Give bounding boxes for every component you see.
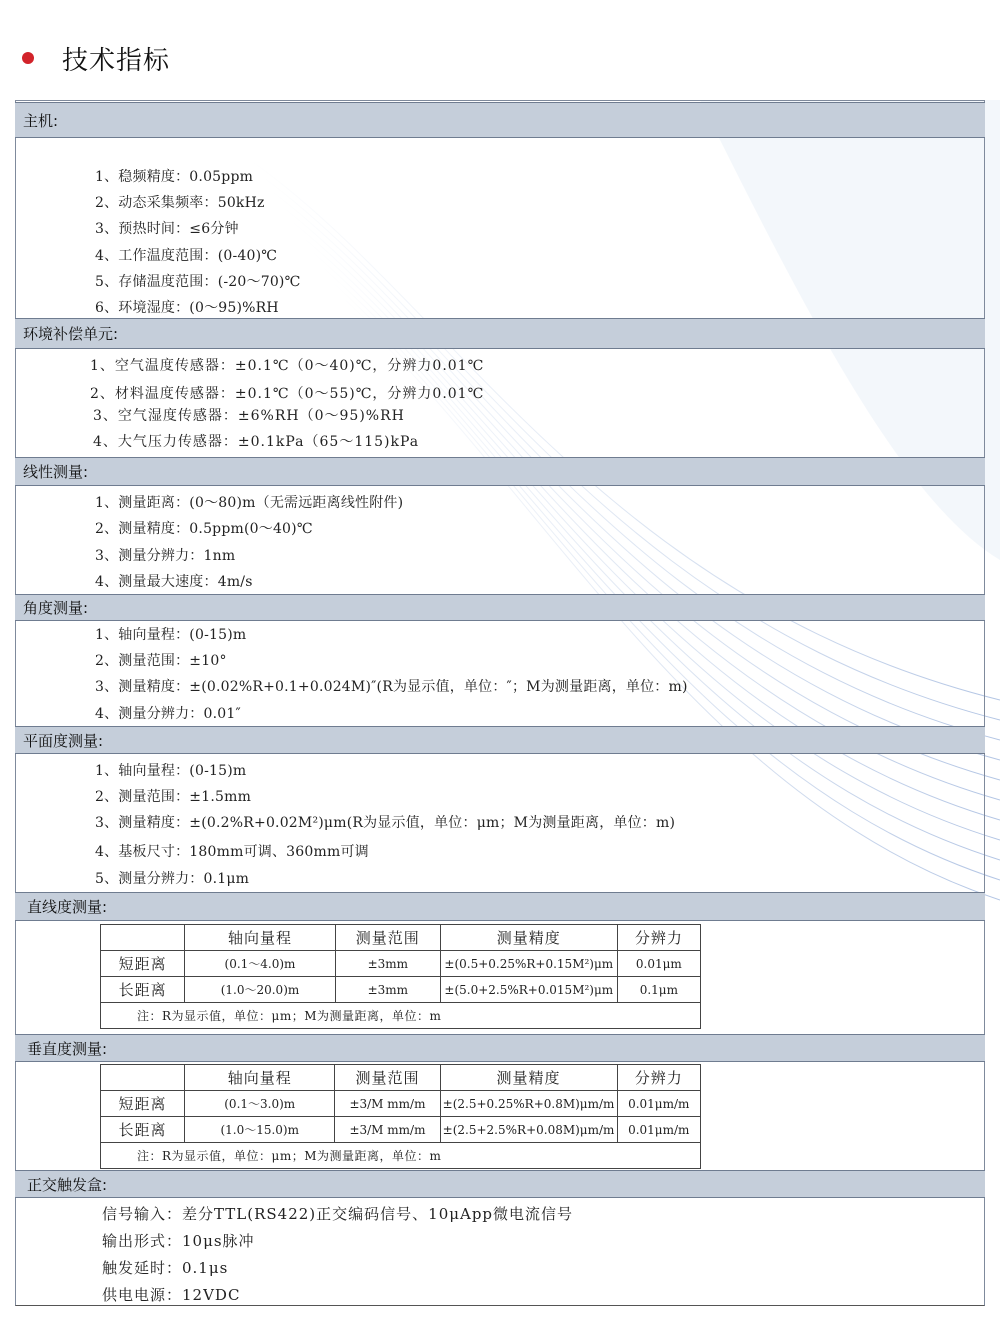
table-header-cell: 测量范围 bbox=[335, 1065, 440, 1091]
table-header-row bbox=[101, 1065, 701, 1091]
table-row bbox=[101, 1091, 701, 1117]
linear-item: 2、测量精度：0.5ppm(0～40)℃ bbox=[95, 521, 313, 537]
host-item: 2、动态采集频率：50kHz bbox=[95, 195, 265, 211]
table-cell: ±3mm bbox=[335, 977, 440, 1003]
flatness-item: 1、轴向量程：(0-15)m bbox=[95, 763, 247, 779]
flatness-item: 3、测量精度：±(0.2%R+0.02M²)μm(R为显示值，单位：μm；M为测量距离，单位：m) bbox=[95, 815, 676, 831]
table-note: 注：R为显示值，单位：μm；M为测量距离，单位：m bbox=[101, 1003, 701, 1029]
table-cell: 长距离 bbox=[101, 977, 185, 1003]
table-header-row bbox=[101, 925, 701, 951]
table-cell: 0.01μm bbox=[617, 951, 700, 977]
table-header-cell: 测量范围 bbox=[335, 925, 440, 951]
page-title-row bbox=[22, 38, 170, 78]
section-header-env: 环境补偿单元: bbox=[15, 318, 985, 349]
table-cell: ±3/M mm/m bbox=[335, 1091, 440, 1117]
table-header-cell: 测量精度 bbox=[440, 925, 617, 951]
table-header-cell: 分辨力 bbox=[617, 1065, 701, 1091]
section-header-linear: 线性测量: bbox=[15, 457, 985, 486]
table-cell: 0.01μm/m bbox=[617, 1117, 701, 1143]
env-item: 2、材料温度传感器：±0.1℃（0～55)℃，分辨力0.01℃ bbox=[90, 386, 485, 402]
table-header-cell: 分辨力 bbox=[617, 925, 700, 951]
table-header-cell: 测量精度 bbox=[440, 1065, 617, 1091]
table-cell: 长距离 bbox=[101, 1117, 185, 1143]
trigger-item: 输出形式：10μs脉冲 bbox=[102, 1232, 255, 1250]
table-row bbox=[101, 951, 701, 977]
flatness-item: 5、测量分辨力：0.1μm bbox=[95, 871, 250, 887]
host-item: 4、工作温度范围：(0-40)℃ bbox=[95, 248, 278, 264]
table-cell: 短距离 bbox=[101, 1091, 185, 1117]
section-header-angle: 角度测量: bbox=[15, 594, 985, 621]
env-item: 4、大气压力传感器：±0.1kPa（65～115)kPa bbox=[93, 434, 420, 450]
perpendicularity-table bbox=[100, 1064, 701, 1169]
flatness-item: 4、基板尺寸：180mm可调、360mm可调 bbox=[95, 844, 369, 860]
angle-item: 1、轴向量程：(0-15)m bbox=[95, 627, 247, 643]
table-note-row bbox=[101, 1143, 701, 1169]
table-cell: ±(2.5+2.5%R+0.08M)μm/m bbox=[440, 1117, 617, 1143]
flatness-item: 2、测量范围：±1.5mm bbox=[95, 789, 252, 805]
table-cell: ±(5.0+2.5%R+0.015M²)μm bbox=[440, 977, 617, 1003]
table-cell: 0.1μm bbox=[617, 977, 700, 1003]
env-item: 3、空气湿度传感器：±6%RH（0～95)%RH bbox=[93, 408, 405, 424]
table-cell: ±(0.5+0.25%R+0.15M²)μm bbox=[440, 951, 617, 977]
table-row bbox=[101, 977, 701, 1003]
table-cell: (0.1～3.0)m bbox=[185, 1091, 335, 1117]
trigger-item: 信号输入：差分TTL(RS422)正交编码信号、10μApp微电流信号 bbox=[102, 1205, 574, 1223]
table-cell: (1.0～15.0)m bbox=[185, 1117, 335, 1143]
angle-item: 2、测量范围：±10° bbox=[95, 653, 227, 669]
section-header-trigger: 正交触发盒: bbox=[15, 1170, 985, 1198]
section-header-flatness: 平面度测量: bbox=[15, 726, 985, 754]
table-note-row bbox=[101, 1003, 701, 1029]
host-item: 1、稳频精度：0.05ppm bbox=[95, 169, 254, 185]
table-cell: (1.0～20.0)m bbox=[185, 977, 335, 1003]
host-item: 3、预热时间：≤6分钟 bbox=[95, 221, 239, 237]
section-header-host: 主机: bbox=[15, 102, 985, 138]
linear-item: 4、测量最大速度：4m/s bbox=[95, 574, 253, 590]
table-cell: ±3/M mm/m bbox=[335, 1117, 440, 1143]
table-header-cell: 轴向量程 bbox=[185, 925, 335, 951]
section-header-straightness: 直线度测量: bbox=[15, 892, 985, 921]
env-item: 1、空气温度传感器：±0.1℃（0～40)℃，分辨力0.01℃ bbox=[90, 358, 485, 374]
table-header-cell bbox=[101, 925, 185, 951]
angle-item: 4、测量分辨力：0.01″ bbox=[95, 706, 241, 722]
section-header-perpendicularity: 垂直度测量: bbox=[15, 1034, 985, 1062]
table-cell: 短距离 bbox=[101, 951, 185, 977]
table-note: 注：R为显示值，单位：μm；M为测量距离，单位：m bbox=[101, 1143, 701, 1169]
table-cell: (0.1～4.0)m bbox=[185, 951, 335, 977]
table-cell: 0.01μm/m bbox=[617, 1091, 701, 1117]
host-item: 6、环境湿度：(0～95)%RH bbox=[95, 300, 279, 316]
bullet-dot-icon bbox=[22, 52, 34, 64]
page-title: 技术指标 bbox=[62, 45, 171, 76]
straightness-table bbox=[100, 924, 701, 1029]
host-item: 5、存储温度范围：(-20～70)℃ bbox=[95, 274, 301, 290]
linear-item: 3、测量分辨力：1nm bbox=[95, 548, 236, 564]
table-header-cell bbox=[101, 1065, 185, 1091]
table-header-cell: 轴向量程 bbox=[185, 1065, 335, 1091]
table-row bbox=[101, 1117, 701, 1143]
trigger-item: 触发延时：0.1μs bbox=[102, 1259, 229, 1277]
angle-item: 3、测量精度：±(0.02%R+0.1+0.024M)″(R为显示值，单位：″；M为测量距离，单位：m) bbox=[95, 679, 688, 695]
table-cell: ±(2.5+0.25%R+0.8M)μm/m bbox=[440, 1091, 617, 1117]
trigger-item: 供电电源：12VDC bbox=[102, 1286, 241, 1304]
linear-item: 1、测量距离：(0～80)m（无需远距离线性附件) bbox=[95, 495, 404, 511]
table-cell: ±3mm bbox=[335, 951, 440, 977]
